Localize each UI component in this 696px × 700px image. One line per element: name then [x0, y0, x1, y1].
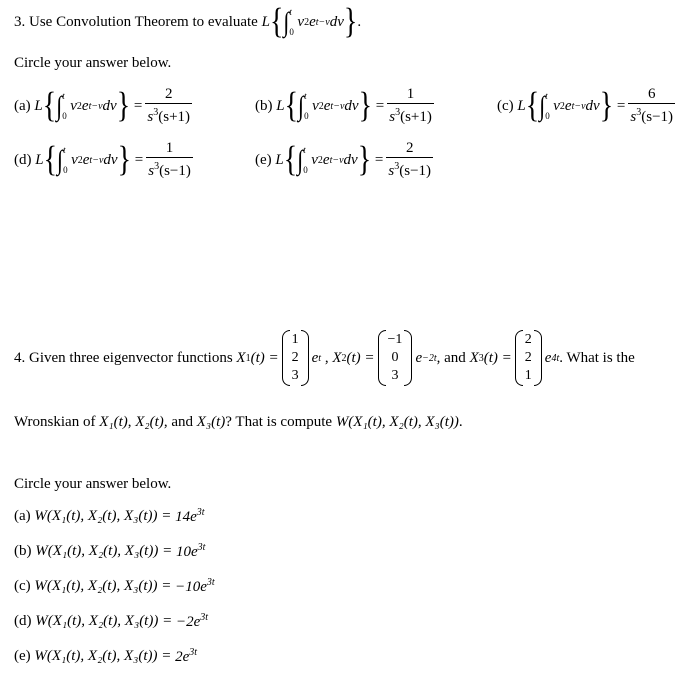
answer-value: $-10e^{3t}$ [175, 577, 215, 595]
laplace-L: L [34, 97, 43, 114]
answer-fraction: $\frac{1}{s^3(s-1)}$ [148, 140, 191, 179]
q3-option-a[interactable]: (a) L { ∫ t 0 v 2 e t−v dv } = $\frac{2}{s^3(s+1)}$ [14, 85, 191, 126]
answer-fraction: $\frac{6}{s^3(s-1)}$ [630, 86, 674, 125]
x2-vector: −1 0 3 [378, 330, 413, 386]
q4-option-c[interactable] [14, 577, 215, 596]
option-label: (a) [14, 508, 31, 524]
q4-option-b[interactable] [14, 542, 205, 561]
option-label: (b) [14, 543, 32, 559]
q3-laplace-L: L [261, 13, 270, 30]
q3-lead: 3. Use Convolution Theorem to evaluate [14, 13, 258, 30]
option-label: (d) [14, 151, 32, 168]
wronskian-expr: W(X₁(t), X₂(t), X₃(t)) = [35, 543, 173, 559]
q3-prompt: 3. Use Convolution Theorem to evaluate L { ∫ t 0 v 2 e t−v dv } . [14, 1, 362, 42]
option-label: (c) [497, 97, 514, 114]
answer-value: $2e^{3t}$ [175, 647, 198, 665]
option-label: (e) [14, 648, 31, 664]
answer-fraction: $\frac{2}{s^3(s-1)}$ [388, 140, 432, 179]
q3-option-e[interactable]: (e) L { ∫ t 0 v 2 e t−v dv } = $\frac{2}{s^3(s-1)}$ [255, 139, 432, 180]
wronskian-expr: W(X₁(t), X₂(t), X₃(t)) = [34, 508, 172, 524]
x1-vector: 1 2 3 [282, 330, 309, 386]
option-label: (a) [14, 97, 31, 114]
x3-vector: 2 2 1 [515, 330, 542, 386]
q4-prompt-line2: Wronskian of X₁(t), X₂(t), and X₃(t)? That is compute W(X₁(t), X₂(t), X₃(t)). [14, 414, 463, 430]
laplace-L: L [276, 97, 285, 114]
laplace-L: L [35, 151, 44, 168]
q4-lead: 4. Given three eigenvector functions [14, 349, 233, 366]
laplace-L: L [517, 97, 526, 114]
q3-circle-instruction: Circle your answer below. [14, 55, 172, 71]
q4-prompt-line1: 4. Given three eigenvector functions X 1 (t) = 1 2 3 e t , X 2 (t) = −1 0 3 e −2t , and X 3 (t) = 2 2 1 e 4t . What is the [14, 330, 635, 386]
answer-value: $-2e^{3t}$ [175, 612, 209, 630]
wronskian-expr: W(X₁(t), X₂(t), X₃(t)) = [34, 648, 172, 664]
wronskian-expr: W(X₁(t), X₂(t), X₃(t)) = [35, 613, 173, 629]
laplace-L: L [275, 151, 284, 168]
q4-option-a[interactable] [14, 507, 205, 526]
option-label: (b) [255, 97, 273, 114]
answer-fraction: $\frac{1}{s^3(s+1)}$ [389, 86, 432, 125]
answer-value: $10e^{3t}$ [175, 542, 206, 560]
q4-option-e[interactable] [14, 647, 197, 666]
q3-option-d[interactable]: (d) L { ∫ t 0 v 2 e t−v dv } = $\frac{1}{s^3(s-1)}$ [14, 139, 191, 180]
option-label: (e) [255, 151, 272, 168]
q3-option-b[interactable]: (b) L { ∫ t 0 v 2 e t−v dv } = $\frac{1}{s^3(s+1)}$ [255, 85, 432, 126]
q4-circle-instruction: Circle your answer below. [14, 476, 172, 492]
option-label: (c) [14, 578, 31, 594]
option-label: (d) [14, 613, 32, 629]
q4-option-d[interactable] [14, 612, 208, 631]
answer-fraction: $\frac{2}{s^3(s+1)}$ [147, 86, 191, 125]
wronskian-expr: W(X₁(t), X₂(t), X₃(t)) = [34, 578, 172, 594]
q3-option-c[interactable]: (c) L { ∫ t 0 v 2 e t−v dv } = $\frac{6}{s^3(s-1)}$ [497, 85, 674, 126]
answer-value: $14e^{3t}$ [175, 507, 205, 525]
